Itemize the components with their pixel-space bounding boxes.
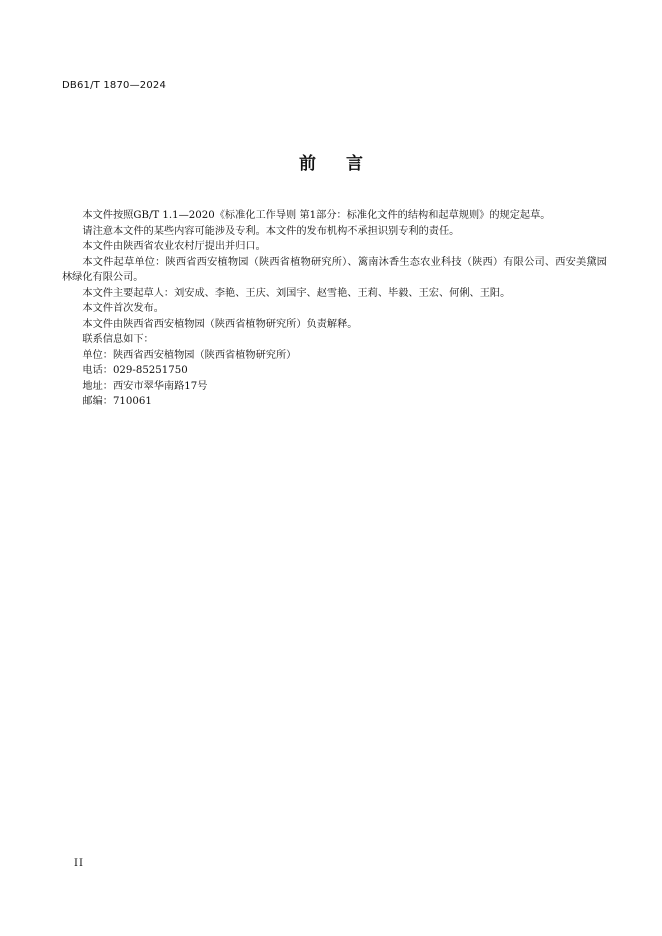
paragraph-drafting-units: 本文件起草单位：陕西省西安植物园（陕西省植物研究所）、篱南沐香生态农业科技（陕西）有限公司、西安美黛园林绿化有限公司。	[62, 256, 607, 283]
paragraph-contact-phone: 电话：029-85251750	[82, 365, 188, 376]
page-title: 前言	[299, 154, 393, 174]
paragraph-interpretation: 本文件由陕西省西安植物园（陕西省植物研究所）负责解释。	[82, 318, 358, 330]
paragraph-contact-address: 地址：西安市翠华南路17号	[82, 380, 208, 392]
paragraph-patent-notice: 请注意本文件的某些内容可能涉及专利。本文件的发布机构不承担识别专利的责任。	[82, 225, 460, 237]
paragraph-first-release: 本文件首次发布。	[82, 303, 164, 314]
foreword-body	[62, 208, 607, 410]
paragraph-drafters: 本文件主要起草人：刘安成、李艳、王庆、刘国宇、赵雪艳、王莉、毕毅、王宏、何俐、王阳。	[82, 287, 511, 299]
paragraph-contact-heading: 联系信息如下：	[82, 334, 154, 345]
paragraph-contact-unit: 单位：陕西省西安植物园（陕西省植物研究所）	[82, 349, 297, 361]
paragraph-contact-postcode: 邮编：710061	[82, 396, 152, 407]
document-code: DB61/T 1870—2024	[62, 80, 167, 91]
paragraph-proposer: 本文件由陕西省农业农村厅提出并归口。	[82, 241, 266, 252]
paragraph-drafting-rules: 本文件按照GB/T 1.1—2020《标准化工作导则 第1部分：标准化文件的结构和起草规则》的规定起草。	[82, 210, 551, 221]
page-number: II	[74, 858, 84, 869]
